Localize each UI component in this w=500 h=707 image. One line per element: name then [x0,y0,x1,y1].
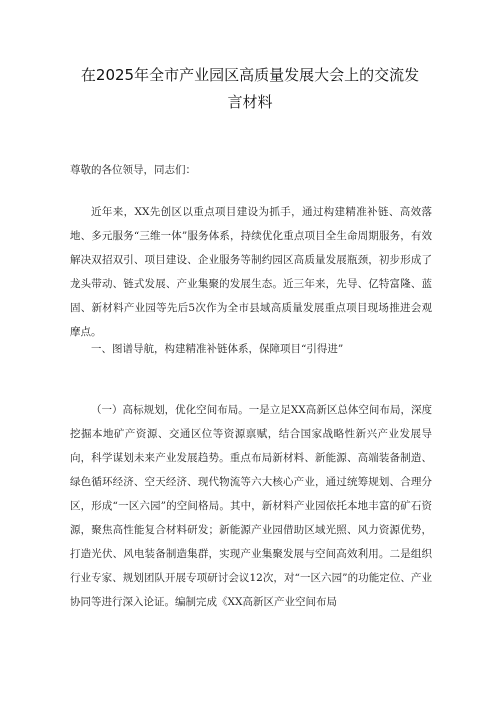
salutation: 尊敬的各位领导，同志们： [70,164,196,176]
intro-paragraph: 近年来，XX先创区以重点项目建设为抓手，通过构建精准补链、高效落地、多元服务“三维一体”服务体系，持续优化重点项目全生命周期服务，有效解决双招双引、项目建设、企业服务等制约园区高质量发展瓶颈，初步形成了龙头带动、链式发展、产业集聚的发展生态。近三年来，先导、亿特富隆、蓝固、新材料产业园等先后5次作为全市县域高质量发展重点项目现场推进会观摩点。 [70,206,432,338]
section-heading-1: 一、图谱导航，构建精准补链体系，保障项目“引得进” [91,343,344,355]
document-title-line-2: 言材料 [227,93,273,111]
document-title-line-1: 在2025年全市产业园区高质量发展大会上的交流发 [80,66,420,84]
section-1-paragraph: （一）高标规划，优化空间布局。一是立足XX高新区总体空间布局，深度挖掘本地矿产资源、交通区位等资源禀赋，结合国家战略性新兴产业发展导向，科学谋划未来产业发展趋势。重点布局新材料、新能源、高端装备制造、绿色循环经济、空天经济、现代物流等六大核心产业，通过统筹规划、合理分区，形成“一区六园”的空间格局。其中，新材料产业园依托本地丰富的矿石资源，聚焦高性能复合材料研发；新能源产业园借助区域光照、风力资源优势，打造光伏、风电装备制造集群，实现产业集聚发展与空间高效利用。二是组织行业专家、规划团队开展专项研讨会议12次，对“一区六园”的功能定位、产业协同等进行深入论证。编制完成《XX高新区产业空间布局 [70,404,432,608]
